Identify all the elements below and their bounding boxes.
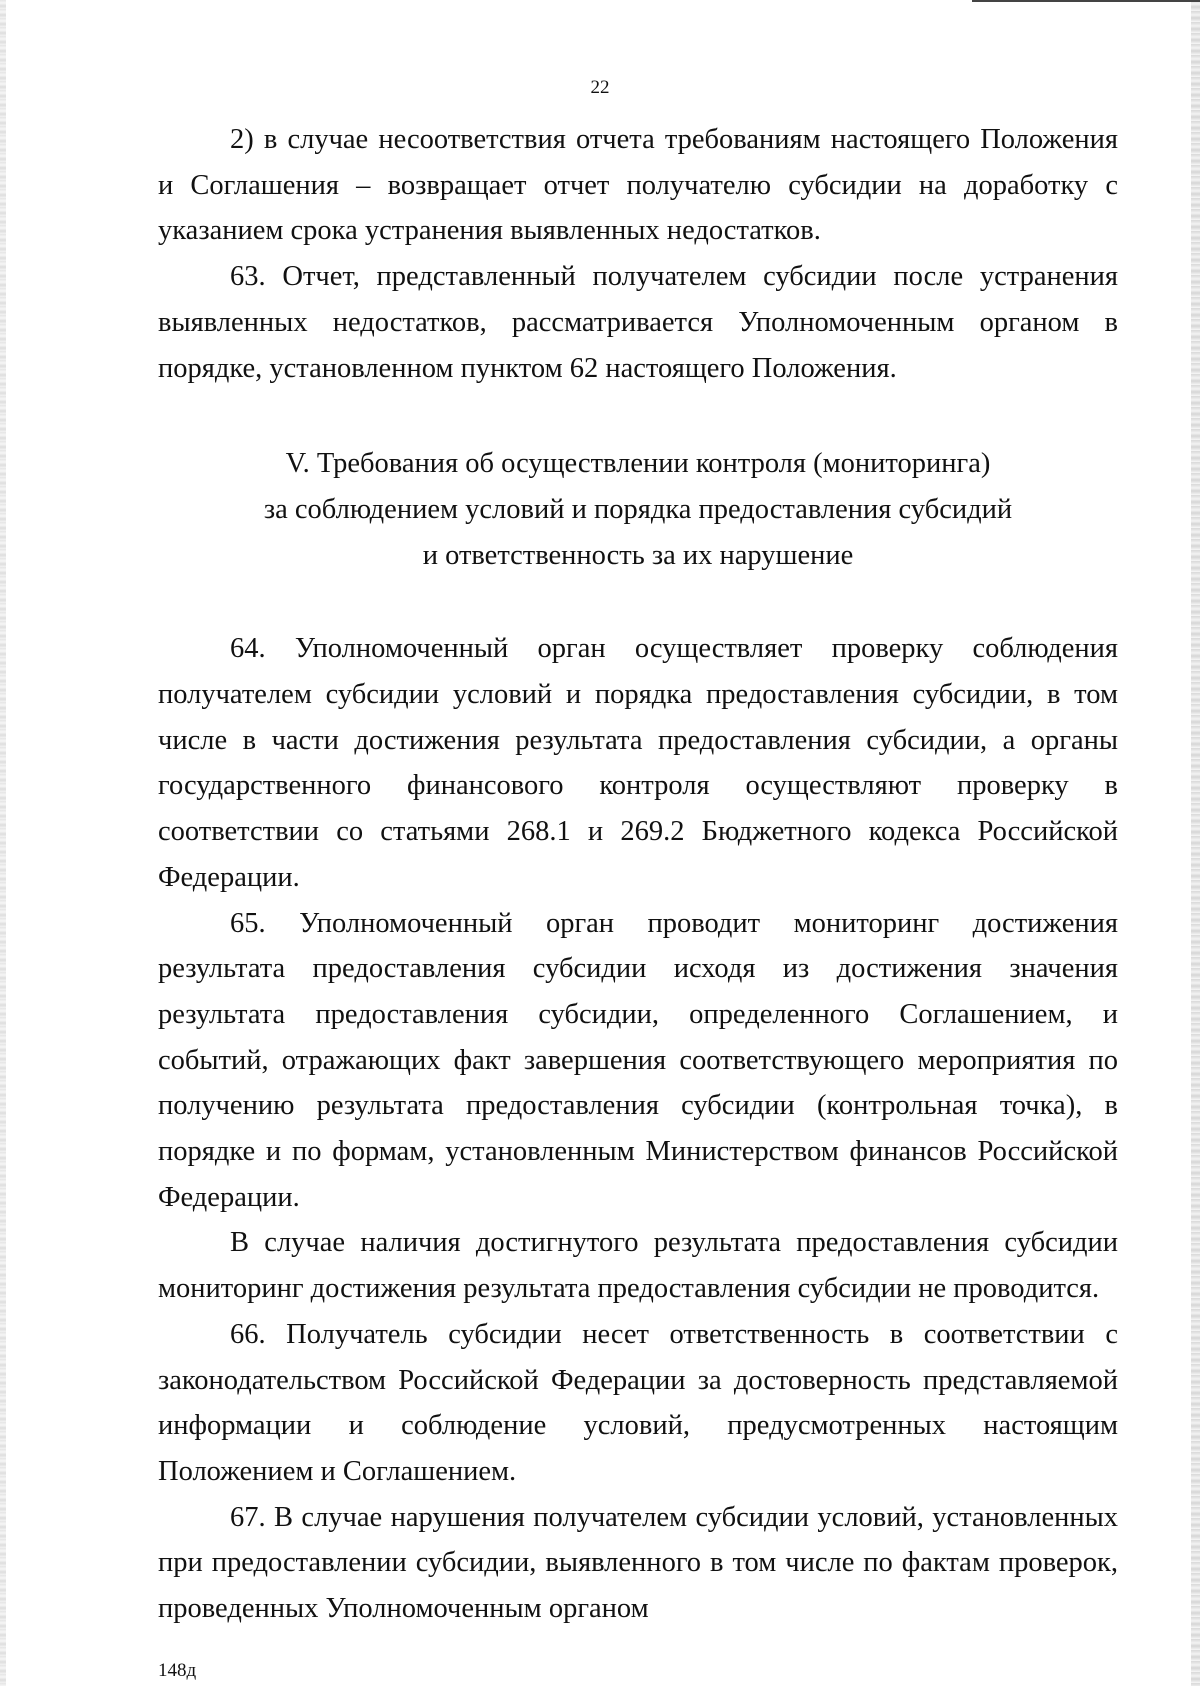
scan-edge-left bbox=[0, 0, 6, 1686]
section-heading-line-3: и ответственность за их нарушение bbox=[422, 539, 854, 571]
paragraph-63: 63. Отчет, представленный получателем субсидии после устранения выявленных недостатков, рассматривается Уполномоченным органом в порядке, установленном пунктом 62 настоящего Положения. bbox=[158, 261, 1118, 384]
paragraph-67: 67. В случае нарушения получателем субсидии условий, установленных при предоставлении субсидии, выявленного в том числе по фактам проверок, проведенных Уполномоченным органом bbox=[158, 1501, 1118, 1625]
scan-edge-right bbox=[1191, 0, 1200, 1686]
paragraph-65: 65. Уполномоченный орган проводит мониторинг достижения результата предоставления субсидии исходя из достижения значения результата предоставления субсидии, определенного Соглашением, и событий, отражающих факт завершения соответствующего мероприятия по получению результата предоставления субсидии (контрольная точка), в порядке и по формам, установленным Министерством финансов Российской Федерации. bbox=[158, 907, 1118, 1213]
section-heading bbox=[158, 441, 1118, 578]
section-heading-line-1: V. Требования об осуществлении контроля (мониторинга) bbox=[285, 448, 991, 480]
paragraph-65-note: В случае наличия достигнутого результата предоставления субсидии мониторинг достижения результата предоставления субсидии не проводится. bbox=[158, 1227, 1118, 1305]
paragraph-64: 64. Уполномоченный орган осуществляет проверку соблюдения получателем субсидии условий и порядка предоставления субсидии, в том числе в части достижения результата предоставления субсидии, а органы государственного финансового контроля осуществляют проверку в соответствии со статьями 268.1 и 269.2 Бюджетного кодекса Российской Федерации. bbox=[158, 633, 1118, 893]
scan-top-line bbox=[972, 0, 1200, 2]
footer-document-code: 148д bbox=[158, 1660, 197, 1681]
document-body bbox=[158, 117, 1118, 1632]
page-number: 22 bbox=[590, 77, 610, 98]
section-heading-line-2: за соблюдением условий и порядка предоставления субсидий bbox=[263, 493, 1013, 525]
paragraph-66: 66. Получатель субсидии несет ответственность в соответствии с законодательством Российской Федерации за достоверность представляемой информации и соблюдение условий, предусмотренных настоящим Положением и Соглашением. bbox=[158, 1318, 1118, 1487]
paragraph-item-2: 2) в случае несоответствия отчета требованиям настоящего Положения и Соглашения – возвращает отчет получателю субсидии на доработку с указанием срока устранения выявленных недостатков. bbox=[158, 124, 1118, 247]
